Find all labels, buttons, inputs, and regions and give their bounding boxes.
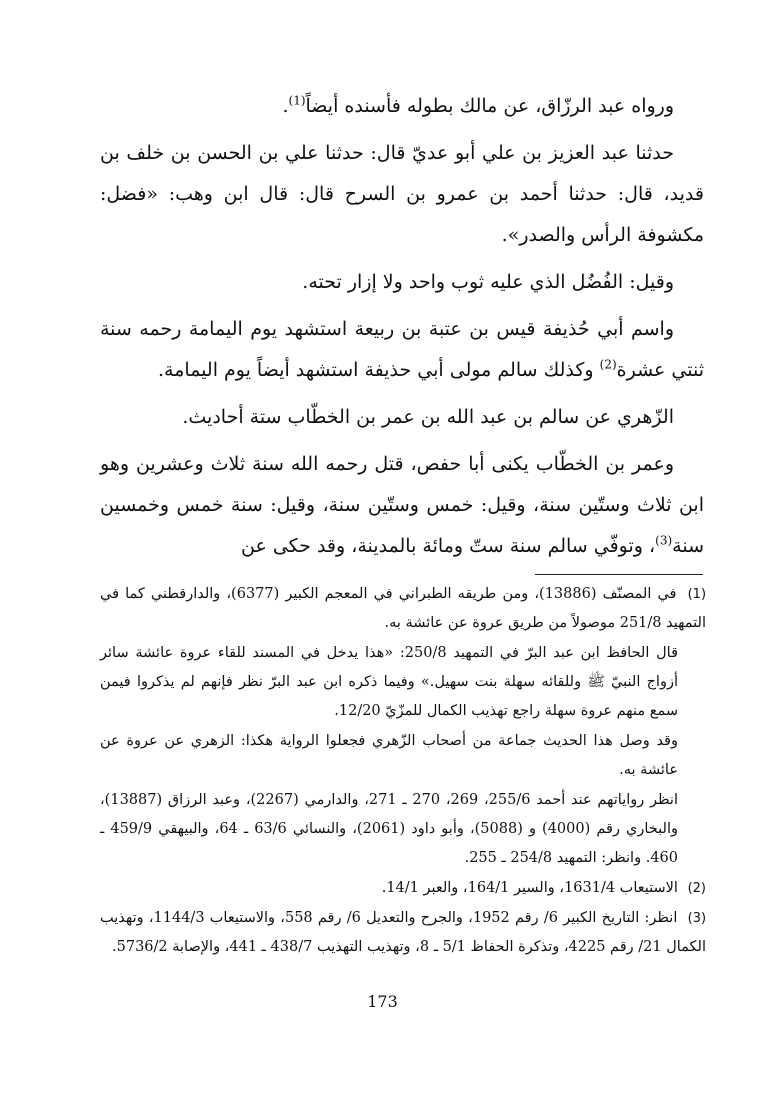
- paragraph-6-text-b: ، وتوفّي سالم سنة ستّ ومائة بالمدينة، وقد حكى عن: [241, 535, 656, 557]
- paragraph-5: الزّهري عن سالم بن عبد الله بن عمر بن الخطّاب ستة أحاديث.: [182, 406, 674, 428]
- paragraph-4: [100, 309, 704, 391]
- footnote-1-text: في المصنّف (13886)، ومن طريقه الطبراني في المعجم الكبير (6377)، والدارقطني كما في التمهيد 251/8 موصولاً من طريق عروة عن عائشة به.: [100, 586, 706, 631]
- footnote-3: [100, 904, 706, 962]
- paragraph-1-text: ورواه عبد الرزّاق، عن مالك بطوله فأسنده أيضاً: [305, 95, 674, 117]
- footnote-ref-2[interactable]: (2): [599, 357, 617, 372]
- footnote-ref-1[interactable]: (1): [288, 93, 306, 108]
- footnotes: [100, 580, 706, 963]
- paragraph-3: وقيل: الفُضُل الذي عليه ثوب واحد ولا إزار تحته.: [302, 271, 674, 293]
- paragraph-6: [100, 444, 704, 567]
- paragraph-2: حدثنا عبد العزيز بن علي أبو عديّ قال: حدثنا علي بن الحسن بن خلف بن قديد، قال: حدثنا أحمد بن عمرو بن السرح قال: قال ابن وهب: «فضل: مكشوفة الرأس والصدر».: [100, 142, 704, 246]
- paragraph-4-text-a: واسم أبي حُذيفة قيس بن عتبة بن ربيعة استشهد يوم اليمامة رحمه سنة ثنتي عشرة: [100, 318, 704, 381]
- page-number: 173: [367, 992, 398, 1011]
- footnote-2-text: الاستيعاب 1631/4، والسير 164/1، والعبر 14/1.: [381, 880, 678, 896]
- paragraph-4-text-b: وكذلك سالم مولى أبي حذيفة استشهد أيضاً يوم اليمامة.: [158, 359, 600, 381]
- footnote-3-number: (3): [687, 911, 707, 926]
- main-text: [100, 86, 704, 573]
- footnote-2-number: (2): [687, 881, 706, 896]
- footnote-1-paragraph-4: انظر رواياتهم عند أحمد 255/6، 269، 270 ـ 271، والدارمي (2267)، وعبد الرزاق (13887)، والبخاري رقم (4000) و (5088)، وأبو داود (2061)، والنسائي 63/6 ـ 64، والبيهقي 459/9 ـ 460. وانظر: التمهيد 254/8 ـ 255.: [100, 792, 678, 866]
- footnote-separator: [535, 574, 703, 575]
- footnote-2: [100, 874, 706, 903]
- paragraph-6-text-a: وعمر بن الخطّاب يكنى أبا حفص، قتل رحمه الله سنة ثلاث وعشرين وهو ابن ثلاث وستّين سنة، وقيل: خمس وستّين سنة، وقيل: سنة خمس وخمسين سنة: [100, 453, 704, 557]
- footnote-1-paragraph-3: وقد وصل هذا الحديث جماعة من أصحاب الزّهري فجعلوا الرواية هكذا: الزهري عن عروة عن عائشة به.: [100, 733, 678, 778]
- footnote-3-text: انظر: التاريخ الكبير 6/ رقم 1952، والجرح والتعديل 6/ رقم 558، والاستيعاب 1144/3، وتهذيب الكمال 21/ رقم 4225، وتذكرة الحفاظ 5/1 ـ 8، وتهذيب التهذيب 438/7 ـ 441، والإصابة 5736/2.: [100, 910, 706, 955]
- paragraph-1-end: .: [282, 95, 289, 117]
- footnote-1-paragraph-2: قال الحافظ ابن عبد البرّ في التمهيد 250/8: «هذا يدخل في المسند للقاء عروة عائشة سائر أزواج النبيّ ﷺ وللقائه سهلة بنت سهيل.» وفيما ذكره ابن عبد البرّ نظر فإنهم لم يذكروا فيمن سمع منهم عروة سهلة راجع تهذيب الكمال للمزّيّ 12/20.: [100, 645, 679, 719]
- paragraph-1: [100, 86, 704, 127]
- footnote-1: [100, 580, 706, 638]
- footnote-ref-3[interactable]: (3): [655, 533, 673, 548]
- footnote-1-number: (1): [687, 587, 707, 602]
